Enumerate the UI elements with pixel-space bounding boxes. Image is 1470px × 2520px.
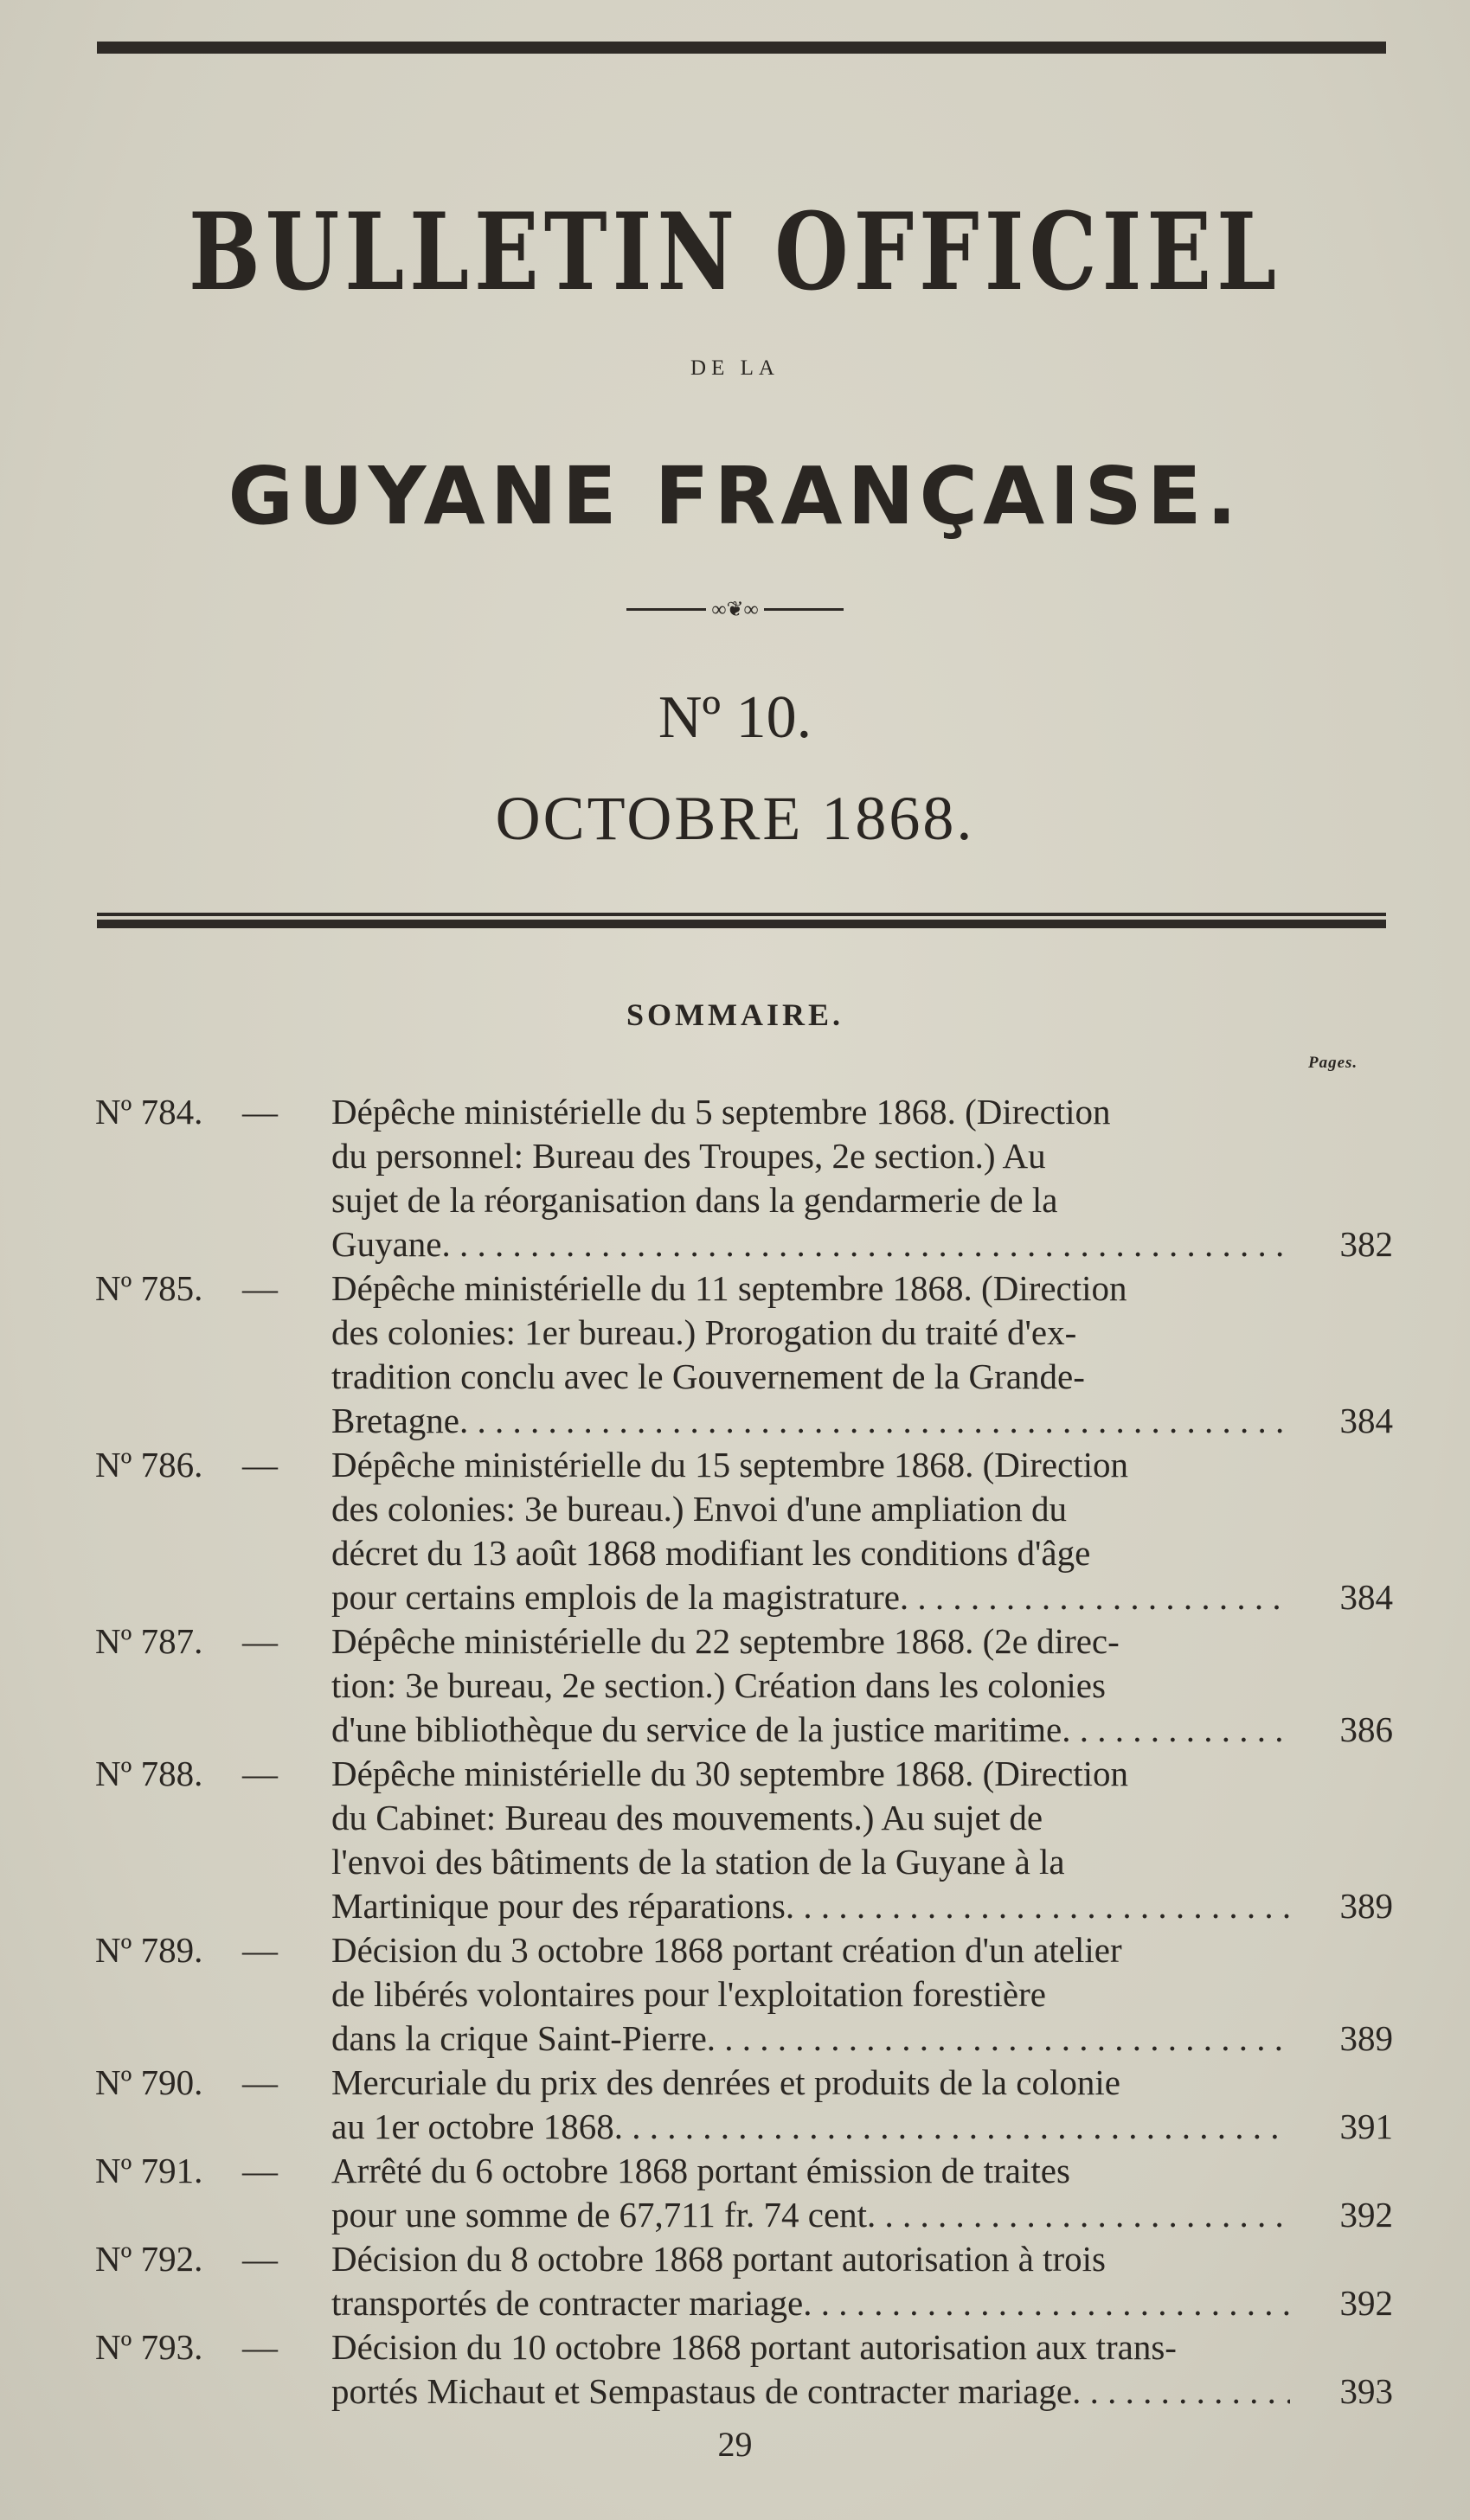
bulletin-title: BULLETIN OFFICIEL <box>188 190 1282 315</box>
entry-number: Nº 792. <box>95 2239 203 2279</box>
summary-entry <box>95 1266 1393 1443</box>
entry-text-line: Dépêche ministérielle du 5 septembre 1868. (Direction <box>331 1092 1111 1132</box>
issue-number: Nº 10. <box>658 684 812 751</box>
top-rule <box>97 42 1386 54</box>
entry-last-line: pour une somme de 67,711 fr. 74 cent <box>331 2195 868 2235</box>
dot-leader <box>459 1399 1290 1443</box>
entry-text-line: Dépêche ministérielle du 22 septembre 1868. (2e direc- <box>331 1621 1120 1661</box>
entry-text-line: du Cabinet: Bureau des mouvements.) Au sujet de <box>331 1798 1043 1837</box>
entry-text-line: Arrêté du 6 octobre 1868 portant émission de traites <box>331 2151 1070 2190</box>
dot-leader <box>614 2105 1290 2149</box>
double-rule <box>97 913 1386 928</box>
entry-number: Nº 787. <box>95 1621 203 1661</box>
entry-text-line: Décision du 10 octobre 1868 portant autorisation aux trans- <box>331 2327 1177 2367</box>
entry-last-line: dans la crique Saint-Pierre <box>331 2018 707 2058</box>
entry-last-line: pour certains emplois de la magistrature <box>331 1577 900 1617</box>
entry-dash: — <box>242 1621 278 1661</box>
pages-column-label: Pages. <box>1308 1054 1358 1072</box>
entry-text-line: sujet de la réorganisation dans la gendarmerie de la <box>331 1180 1058 1220</box>
entry-number: Nº 786. <box>95 1445 203 1484</box>
entry-last-line: Guyane <box>331 1224 442 1264</box>
entry-number: Nº 788. <box>95 1754 203 1793</box>
entry-page-number: 382 <box>1339 1224 1393 1264</box>
summary-entry <box>95 1090 1393 1266</box>
summary-entry <box>95 2325 1393 2414</box>
entry-dash: — <box>242 1930 278 1970</box>
entry-last-line: au 1er octobre 1868 <box>331 2106 614 2146</box>
entry-dash: — <box>242 2151 278 2190</box>
entry-page-number: 384 <box>1339 1401 1393 1440</box>
ornament-line-right <box>764 608 844 611</box>
entry-dash: — <box>242 1268 278 1308</box>
entry-number: Nº 791. <box>95 2151 203 2190</box>
dot-leader <box>1072 2369 1290 2414</box>
entry-page-number: 389 <box>1339 1886 1393 1926</box>
summary-entry <box>95 1928 1393 2061</box>
dot-leader <box>442 1222 1290 1266</box>
entry-text-line: Dépêche ministérielle du 11 septembre 1868. (Direction <box>331 1268 1127 1308</box>
summary-entry <box>95 1443 1393 1619</box>
entry-page-number: 389 <box>1339 2018 1393 2058</box>
entry-last-line: d'une bibliothèque du service de la justice maritime <box>331 1709 1062 1749</box>
summary-entry <box>95 2149 1393 2237</box>
dot-leader <box>867 2193 1290 2237</box>
entry-text-line: de libérés volontaires pour l'exploitation forestière <box>331 1974 1046 2014</box>
entry-number: Nº 793. <box>95 2327 203 2367</box>
entry-text-line: Décision du 3 octobre 1868 portant création d'un atelier <box>331 1930 1122 1970</box>
entry-text-line: tion: 3e bureau, 2e section.) Création dans les colonies <box>331 1665 1106 1705</box>
summary-entry <box>95 1752 1393 1928</box>
issue-date: OCTOBRE 1868. <box>495 784 975 853</box>
dot-leader <box>707 2017 1290 2061</box>
ornament-line-left <box>626 608 706 611</box>
entry-text-line: du personnel: Bureau des Troupes, 2e section.) Au <box>331 1136 1046 1176</box>
entry-text-line: des colonies: 1er bureau.) Prorogation du traité d'ex- <box>331 1312 1077 1352</box>
page-folio: 29 <box>717 2425 753 2464</box>
entry-text-line: des colonies: 3e bureau.) Envoi d'une ampliation du <box>331 1489 1067 1529</box>
entry-page-number: 393 <box>1339 2371 1393 2411</box>
dot-leader <box>786 1884 1290 1928</box>
entry-text-line: Mercuriale du prix des denrées et produits de la colonie <box>331 2062 1120 2102</box>
entry-text-line: Dépêche ministérielle du 30 septembre 1868. (Direction <box>331 1754 1129 1793</box>
entry-last-line: portés Michaut et Sempastaus de contracter mariage <box>331 2371 1073 2411</box>
entry-dash: — <box>242 2239 278 2279</box>
entry-dash: — <box>242 2327 278 2367</box>
entry-last-line: Bretagne <box>331 1401 459 1440</box>
entry-page-number: 392 <box>1339 2283 1393 2323</box>
dot-leader <box>900 1575 1290 1619</box>
ornament-flourish-icon: ∞❦∞ <box>711 599 759 621</box>
entry-text-line: tradition conclu avec le Gouvernement de la Grande- <box>331 1356 1085 1396</box>
summary-list <box>95 1090 1393 2414</box>
dot-leader <box>1062 1708 1290 1752</box>
entry-page-number: 392 <box>1339 2195 1393 2235</box>
entry-dash: — <box>242 1754 278 1793</box>
entry-last-line: Martinique pour des réparations <box>331 1886 786 1926</box>
summary-heading: SOMMAIRE. <box>626 997 844 1032</box>
entry-page-number: 384 <box>1339 1577 1393 1617</box>
entry-number: Nº 790. <box>95 2062 203 2102</box>
title-connector: DE LA <box>690 356 780 380</box>
colony-title: GUYANE FRANÇAISE. <box>228 450 1242 542</box>
entry-number: Nº 784. <box>95 1092 203 1132</box>
summary-entry <box>95 2061 1393 2149</box>
entry-text-line: décret du 13 août 1868 modifiant les conditions d'âge <box>331 1533 1091 1573</box>
entry-text-line: Dépêche ministérielle du 15 septembre 1868. (Direction <box>331 1445 1129 1484</box>
entry-dash: — <box>242 1445 278 1484</box>
entry-page-number: 386 <box>1339 1709 1393 1749</box>
entry-dash: — <box>242 1092 278 1132</box>
entry-number: Nº 785. <box>95 1268 203 1308</box>
summary-entry <box>95 2237 1393 2325</box>
dot-leader <box>803 2281 1290 2325</box>
ornament-divider <box>0 597 1470 623</box>
entry-page-number: 391 <box>1339 2106 1393 2146</box>
entry-text-line: Décision du 8 octobre 1868 portant autorisation à trois <box>331 2239 1106 2279</box>
entry-dash: — <box>242 2062 278 2102</box>
entry-number: Nº 789. <box>95 1930 203 1970</box>
entry-last-line: transportés de contracter mariage <box>331 2283 804 2323</box>
summary-entry <box>95 1619 1393 1752</box>
entry-text-line: l'envoi des bâtiments de la station de la Guyane à la <box>331 1842 1065 1882</box>
